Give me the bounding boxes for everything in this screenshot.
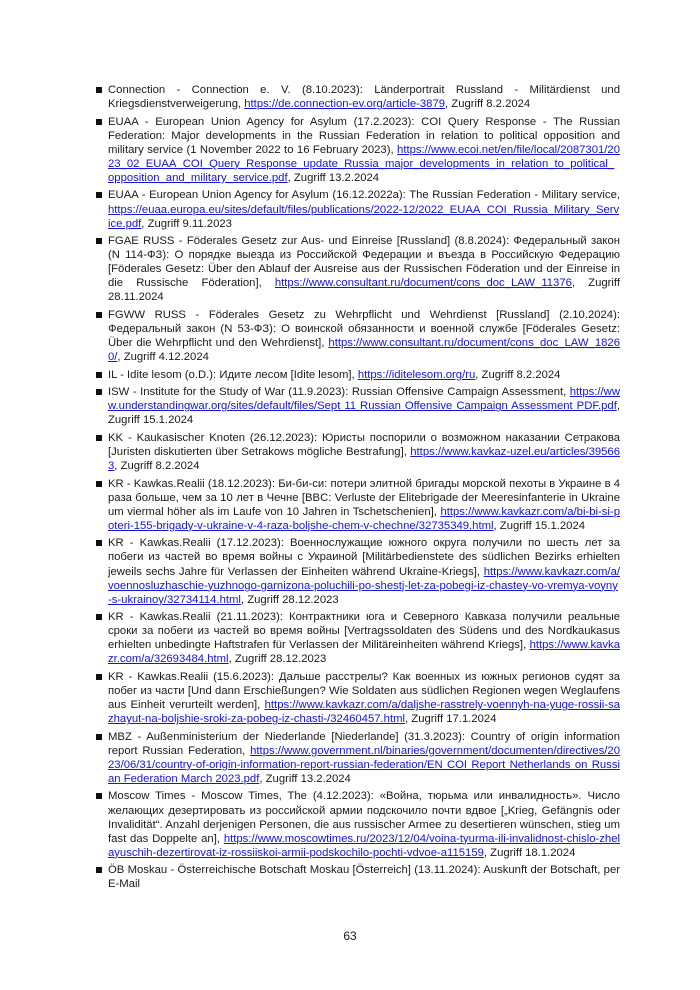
reference-entry bbox=[95, 431, 620, 473]
reference-link[interactable]: https://www.consultant.ru/document/cons_doc_LAW_18260/ bbox=[108, 337, 620, 364]
reference-link[interactable]: https://de.connection-ev.org/article-3879 bbox=[244, 98, 446, 111]
reference-entry bbox=[95, 670, 620, 726]
page-number: 63 bbox=[343, 929, 357, 943]
reference-text: Moscow Times - Moscow Times, The (4.12.2023): «Война, тюрьма или инвалидность». Число желающих дезертировать из российской армии подскочило почти вдвое [„Krieg, Gefängnis oder Invalidität“. Anzahl derjenigen Personen, die aus russischer Armee zu desertieren wünschen, stieg um fast das Doppelte an], bbox=[108, 790, 620, 845]
reference-entry bbox=[95, 789, 620, 859]
bullet-square-icon bbox=[96, 238, 102, 244]
reference-entry bbox=[95, 308, 620, 364]
reference-link[interactable]: https://euaa.europa.eu/sites/default/files/publications/2022-12/2022_EUAA_COI_Russia_Military_Service.pdf bbox=[108, 203, 620, 230]
reference-entry bbox=[95, 115, 620, 185]
reference-text: EUAA - European Union Agency for Asylum (17.2.2023): COI Query Response - The Russian Federation: Major developments in the Russian Federation in relation to political opposition and military service (1 November 2022 to 16 February 2023), bbox=[108, 115, 620, 156]
bullet-square-icon bbox=[96, 87, 102, 93]
bullet-square-icon bbox=[96, 614, 102, 620]
reference-entry bbox=[95, 188, 620, 230]
reference-link[interactable]: https://www.kavkaz-uzel.eu/articles/395663 bbox=[108, 445, 620, 473]
reference-link[interactable]: https://www.kavkazr.com/a/32693484.html bbox=[108, 639, 620, 666]
reference-access-date: , Zugriff 8.2.2024 bbox=[475, 368, 561, 381]
reference-entry bbox=[95, 610, 620, 666]
bullet-square-icon bbox=[96, 389, 102, 395]
bullet-square-icon bbox=[96, 674, 102, 680]
reference-access-date: , Zugriff 8.2.2024 bbox=[445, 98, 531, 111]
reference-link[interactable]: https://www.kavkazr.com/a/daljshe-rasstrely-voennyh-na-yuge-rossii-sazhayut-na-boljshie-sroki-za-pobeg-iz-chasti-/32460457.html bbox=[108, 699, 620, 726]
reference-text: ISW - Institute for the Study of War (11.9.2023): Russian Offensive Campaign Assessment, bbox=[108, 386, 570, 399]
reference-text: Connection - Connection e. V. (8.10.2023): Länderportrait Russland - Militärdienst und Kriegsdienstverweigerung, bbox=[108, 84, 620, 111]
reference-link[interactable]: https://www.kavkazr.com/a/voennosluzhaschie-yuzhnogo-garnizona-poluchili-po-shestj-let-za-pobegi-iz-chastey-vo-vremya-voyny-s-ukrainoy/32734114.html bbox=[108, 565, 620, 606]
reference-access-date: , Zugriff 13.2.2024 bbox=[287, 171, 380, 184]
reference-access-date: , Zugriff 13.2.2024 bbox=[259, 773, 351, 785]
reference-entry bbox=[95, 83, 620, 111]
reference-link[interactable]: https://www.consultant.ru/document/cons_doc_LAW_11376 bbox=[274, 277, 572, 290]
reference-entry bbox=[95, 368, 620, 382]
reference-link[interactable]: https://www.ecoi.net/en/file/local/2087301/2023_02_EUAA_COI_Query_Response_update_Russia_major_developments_in_relation_to_political_opposition_and_military_service.pdf bbox=[108, 143, 620, 184]
reference-access-date: , Zugriff 17.1.2024 bbox=[405, 713, 497, 726]
reference-text: FGAE RUSS - Föderales Gesetz zur Aus- und Einreise [Russland] (8.8.2024): Федеральный закон (N 114-ФЗ): О порядке выезда из Российской Федерации и въезда в Российскую Федерацию [Föderales Gesetz: Über den Ablauf der Ausreise aus der Russischen Föderation und der Einreise in die Russische Föderation], bbox=[108, 235, 620, 290]
reference-text: KR - Kawkas.Realii (21.11.2023): Контрактники юга и Северного Кавказа получили реальные сроки за побеги из частей во время войны [Vertragssoldaten des Südens und des Nordkaukasus erhielten unbedingte Haftstrafen für Verlassen der Militäreinheiten während Kriegs], bbox=[108, 611, 620, 652]
bullet-square-icon bbox=[96, 435, 102, 441]
reference-link[interactable]: https://www.kavkazr.com/a/bi-bi-si-poteri-155-brigady-v-ukraine-v-4-raza-boljshe-chem-v-chechne/32735349.html bbox=[108, 505, 620, 532]
reference-entry bbox=[95, 477, 620, 533]
reference-text: IL - Idite lesom (o.D.): Идите лесом [Idite lesom], bbox=[108, 368, 358, 381]
bullet-square-icon bbox=[96, 312, 102, 318]
reference-entry bbox=[95, 730, 620, 786]
bullet-square-icon bbox=[96, 793, 102, 799]
reference-access-date: , Zugriff 15.1.2024 bbox=[493, 519, 586, 532]
reference-link[interactable]: https://www.understandingwar.org/sites/default/files/Sept 11 Russian Offensive Campaign Assessment PDF.pdf bbox=[108, 386, 620, 413]
bullet-square-icon bbox=[96, 867, 102, 873]
reference-access-date: , Zugriff 9.11.2023 bbox=[141, 217, 232, 230]
reference-entry bbox=[95, 385, 620, 427]
reference-link[interactable]: https://iditelesom.org/ru bbox=[357, 368, 476, 381]
reference-access-date: , Zugriff 15.1.2024 bbox=[108, 400, 620, 427]
reference-text: MBZ - Außenministerium der Niederlande [Niederlande] (31.3.2023): Country of origin information report Russian Federation, bbox=[108, 730, 620, 757]
reference-text: EUAA - European Union Agency for Asylum (16.12.2022a): The Russian Federation - Military service, bbox=[108, 189, 620, 202]
reference-text: KR - Kawkas.Realii (18.12.2023): Би-би-си: потери элитной бригады морской пехоты в Украине в 4 раза больше, чем за 10 лет в Чечне [BBC: Verluste der Elitebrigade der Meeresinfanterie in Ukraine um viermal höher als im Laufe von 10 Jahren in Tschetschenien], bbox=[108, 477, 620, 518]
reference-entry bbox=[95, 536, 620, 606]
bullet-square-icon bbox=[96, 192, 102, 198]
reference-access-date: , Zugriff 28.11.2024 bbox=[108, 277, 620, 304]
reference-text: ÖB Moskau - Österreichische Botschaft Moskau [Österreich] (13.11.2024): Auskunft der Botschaft, per E-Mail bbox=[108, 864, 620, 891]
reference-list bbox=[95, 83, 620, 895]
bullet-square-icon bbox=[96, 734, 102, 740]
reference-access-date: , Zugriff 28.12.2023 bbox=[228, 653, 327, 666]
bullet-square-icon bbox=[96, 481, 102, 487]
reference-link[interactable]: https://www.government.nl/binaries/government/documenten/directives/2023/06/31/country-of-origin-information-report-russian-federation/EN COI Report Netherlands on Russian Federation March 2023.pdf bbox=[108, 744, 620, 785]
reference-entry bbox=[95, 234, 620, 304]
reference-access-date: , Zugriff 18.1.2024 bbox=[483, 846, 576, 859]
reference-entry bbox=[95, 863, 620, 891]
reference-access-date: , Zugriff 28.12.2023 bbox=[240, 593, 339, 606]
reference-text: KK - Kaukasischer Knoten (26.12.2023): Юристы поспорили о возможном наказании Сетракова [Juristen diskutierten über Setrakows mögliche Bestrafung], bbox=[108, 431, 620, 458]
reference-text: FGWW RUSS - Föderales Gesetz zu Wehrpflicht und Wehrdienst [Russland] (2.10.2024): Федеральный закон (N 53-ФЗ): О воинской обязанности и военной службе [Föderales Gesetz: Über die Wehrpflicht und den Wehrdienst], bbox=[108, 308, 620, 350]
reference-access-date: , Zugriff 4.12.2024 bbox=[117, 351, 209, 364]
reference-link[interactable]: https://www.moscowtimes.ru/2023/12/04/voina-tyurma-ili-invalidnost-chislo-zhelayuschih-dezertirovat-iz-rossiiskoi-armii-podskochilo-pochti-vdvoe-a115159 bbox=[108, 832, 620, 859]
bullet-square-icon bbox=[96, 119, 102, 125]
bullet-square-icon bbox=[96, 540, 102, 546]
bullet-square-icon bbox=[96, 372, 102, 378]
reference-access-date: , Zugriff 8.2.2024 bbox=[114, 460, 200, 473]
reference-text: KR - Kawkas.Realii (17.12.2023): Военнослужащие южного округа получили по шесть лет за побеги из частей во время войны с Украиной [Militärbedienstete des südlichen Bezirks erhielten jeweils sechs Jahre für Verlassen der Einheiten während Ukraine-Kriegs], bbox=[108, 537, 620, 578]
reference-text: KR - Kawkas.Realii (15.6.2023): Дальше расстрелы? Как военных из южных регионов судят за побег из части [Und dann Erschießungen? Wie Soldaten aus südlichen Regionen wegen Weglaufens aus Einheit verurteilt werden], bbox=[108, 670, 620, 712]
